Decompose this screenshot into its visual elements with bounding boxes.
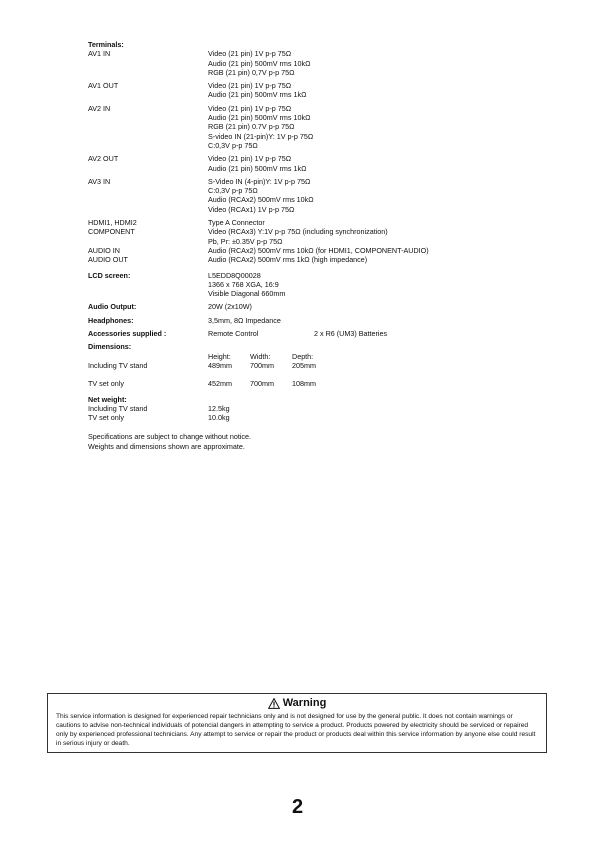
lcd-diagonal: Visible Diagonal 660mm xyxy=(208,289,286,299)
dim-with-stand-height: 489mm xyxy=(208,360,232,370)
dim-with-stand-width: 700mm xyxy=(250,360,274,370)
audio-output-value: 20W (2x10W) xyxy=(208,302,252,312)
terminals-table xyxy=(88,49,568,264)
terminal-spec-line: Audio (RCAx2) 500mV rms 10kΩ xyxy=(208,195,314,205)
dim-set-only-label: TV set only xyxy=(88,379,124,389)
weight-with-stand xyxy=(88,404,568,413)
audio-output-label: Audio Output: xyxy=(88,302,137,312)
terminal-spec-line: Audio (21 pin) 500mV rms 1kΩ xyxy=(208,163,307,173)
lcd-row xyxy=(88,271,568,299)
terminal-spec-line: Audio (RCAx2) 500mV rms 10kΩ (for HDMI1, COMPONENT-AUDIO) xyxy=(208,245,429,255)
terminal-row xyxy=(88,255,568,264)
terminal-spec-line: Video (21 pin) 1V p-p 75Ω xyxy=(208,81,292,91)
terminal-spec-line: S-video IN (21-pin)Y: 1V p-p 75Ω xyxy=(208,131,314,141)
dim-set-only-depth: 108mm xyxy=(292,379,316,389)
lcd-label: LCD screen: xyxy=(88,270,131,280)
dim-set-only-height: 452mm xyxy=(208,379,232,389)
accessories-batteries: 2 x R6 (UM3) Batteries xyxy=(314,329,388,339)
dim-with-stand-depth: 205mm xyxy=(292,360,316,370)
terminal-spec-line: Video (RCAx1) 1V p-p 75Ω xyxy=(208,204,295,214)
accessories-remote: Remote Control xyxy=(208,329,259,339)
terminal-spec-line: C:0,3V p-p 75Ω xyxy=(208,140,258,150)
terminal-label: HDMI1, HDMI2 xyxy=(88,218,137,228)
headphones-label: Headphones: xyxy=(88,315,134,325)
terminal-label: AV1 IN xyxy=(88,49,111,59)
terminal-label: AV1 OUT xyxy=(88,81,119,91)
dim-set-only-width: 700mm xyxy=(250,379,274,389)
terminal-spec-line: S-Video IN (4-pin)Y: 1V p-p 75Ω xyxy=(208,176,311,186)
notes xyxy=(88,432,568,451)
warning-title xyxy=(56,697,538,710)
terminal-label: AV2 IN xyxy=(88,103,111,113)
terminal-spec-line: Audio (21 pin) 500mV rms 10kΩ xyxy=(208,113,311,123)
net-weight-label: Net weight: xyxy=(88,394,127,404)
terminal-label: AUDIO OUT xyxy=(88,255,128,265)
weight-set-only-label: TV set only xyxy=(88,413,124,423)
warning-box xyxy=(47,693,547,753)
headphones-value: 3,5mm, 8Ω Impedance xyxy=(208,315,281,325)
dim-with-stand-label: Including TV stand xyxy=(88,360,148,370)
warning-title-text: Warning xyxy=(282,697,327,709)
lcd-resolution: 1366 x 768 XGA, 16:9 xyxy=(208,279,279,289)
weight-with-stand-label: Including TV stand xyxy=(88,403,148,413)
dimensions-label: Dimensions: xyxy=(88,342,132,352)
terminal-row xyxy=(88,218,568,227)
terminal-label: AUDIO IN xyxy=(88,245,120,255)
terminal-spec-line: Video (21 pin) 1V p-p 75Ω xyxy=(208,103,292,113)
dimensions-set-only xyxy=(88,379,568,388)
terminal-label: AV3 IN xyxy=(88,176,111,186)
terminal-spec-line: RGB (21 pin) 0,7V p-p 75Ω xyxy=(208,67,295,77)
dim-height-header: Height: xyxy=(208,351,231,361)
note-specs-change: Specifications are subject to change without notice. xyxy=(88,432,252,442)
terminal-spec-line: Video (21 pin) 1V p-p 75Ω xyxy=(208,154,292,164)
weight-with-stand-value: 12.5kg xyxy=(208,403,230,413)
terminal-spec-line: RGB (21 pin) 0.7V p-p 75Ω xyxy=(208,122,295,132)
note-approximate: Weights and dimensions shown are approximate. xyxy=(88,441,245,451)
dimensions-with-stand xyxy=(88,361,568,370)
weight-set-only-value: 10.0kg xyxy=(208,413,230,423)
warning-text: This service information is designed for experienced repair technicians only and is not designed for use by the general public. It does not contain warnings or cautions to advise non-technical individuals of potencial dangers in attempting to service a product. Products powered by electricity should be serviced or repaired only by experienced professional technicians. Any attempt to service or repair the product or products deal within this service information by anyone else could result in serious injury or death. xyxy=(56,713,536,747)
dim-width-header: Width: xyxy=(250,351,271,361)
terminal-row xyxy=(88,227,568,246)
specifications xyxy=(88,40,568,451)
terminal-row xyxy=(88,177,568,214)
terminal-spec-line: C:0,3V p-p 75Ω xyxy=(208,186,258,196)
terminal-spec-line: Audio (21 pin) 500mV rms 1kΩ xyxy=(208,90,307,100)
terminal-row xyxy=(88,49,568,77)
dimensions-headers xyxy=(88,352,568,361)
terminal-spec-line: Audio (RCAx2) 500mV rms 1kΩ (high impedance) xyxy=(208,255,368,265)
dim-depth-header: Depth: xyxy=(292,351,314,361)
terminal-row xyxy=(88,154,568,173)
terminal-spec-line: Audio (21 pin) 500mV rms 10kΩ xyxy=(208,58,311,68)
terminal-spec-line: Video (21 pin) 1V p-p 75Ω xyxy=(208,49,292,59)
weight-set-only xyxy=(88,413,568,422)
terminal-label: COMPONENT xyxy=(88,227,135,237)
terminal-row xyxy=(88,81,568,100)
accessories-row xyxy=(88,329,568,338)
accessories-label: Accessories supplied : xyxy=(88,329,167,339)
terminal-row xyxy=(88,104,568,150)
warning-triangle-icon xyxy=(268,698,280,709)
terminal-row xyxy=(88,246,568,255)
terminal-label: AV2 OUT xyxy=(88,154,119,164)
lcd-model: L5EDD8Q00028 xyxy=(208,270,261,280)
page-number: 2 xyxy=(291,796,304,818)
terminal-spec-line: Pb, Pr: ±0.35V p-p 75Ω xyxy=(208,236,283,246)
audio-output-row xyxy=(88,302,568,311)
headphones-row xyxy=(88,316,568,325)
terminals-header: Terminals: xyxy=(88,40,124,49)
terminal-spec-line: Video (RCAx3) Y:1V p-p 75Ω (including synchronization) xyxy=(208,227,388,237)
terminal-spec-line: Type A Connector xyxy=(208,218,265,228)
